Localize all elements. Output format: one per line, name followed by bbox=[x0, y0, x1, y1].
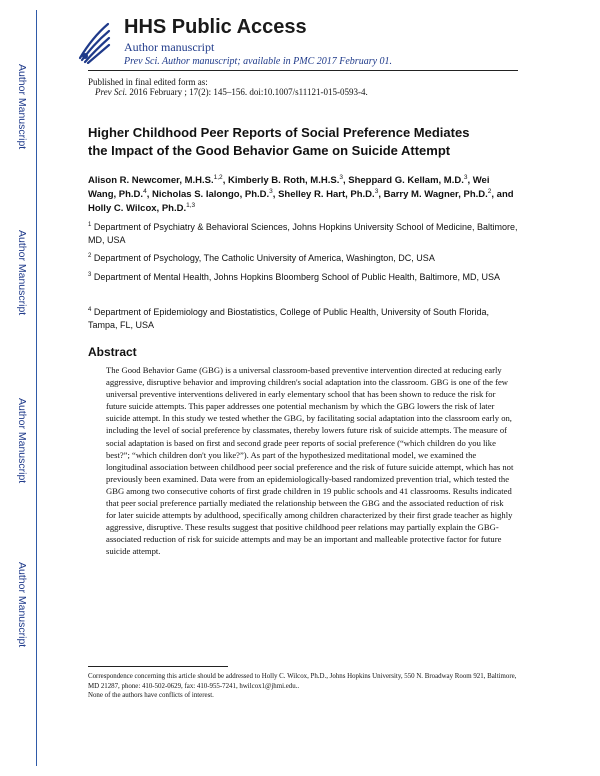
side-label-author-manuscript: Author Manuscript bbox=[16, 398, 28, 484]
affiliation bbox=[88, 221, 518, 246]
margin-rule bbox=[36, 10, 37, 766]
side-label-author-manuscript: Author Manuscript bbox=[16, 562, 28, 648]
published-label: Published in final edited form as: bbox=[88, 77, 208, 87]
article-title-line: Higher Childhood Peer Reports of Social Preference Mediates bbox=[88, 125, 470, 140]
author-name: and Holly C. Wilcox, Ph.D. bbox=[88, 189, 514, 214]
side-label-author-manuscript: Author Manuscript bbox=[16, 230, 28, 316]
affiliation-text: Department of Psychology, The Catholic University of America, Washington, DC, USA bbox=[91, 253, 435, 263]
conflict-note: None of the authors have conflicts of interest. bbox=[88, 692, 214, 700]
footnote-divider bbox=[88, 666, 228, 667]
affiliation-number: 4 bbox=[88, 307, 92, 313]
author-name: Sheppard G. Kellam, M.D. bbox=[348, 175, 464, 186]
author-affiliation-ref: 1,3 bbox=[186, 201, 196, 209]
manuscript-type: Author manuscript bbox=[124, 40, 215, 54]
affiliation bbox=[88, 271, 518, 284]
header-divider bbox=[88, 70, 518, 71]
author-name: Barry M. Wagner, Ph.D. bbox=[383, 189, 488, 200]
affiliation-text: Department of Mental Health, Johns Hopkins Bloomberg School of Public Health, Baltimore, MD, USA bbox=[91, 272, 501, 282]
correspondence-note: Correspondence concerning this article should be addressed to Holly C. Wilcox, Ph.D., Johns Hopkins University, 550 N. Broadway Room 921, Baltimore, MD 21287, phone: 410-502-0629, fax: 410-955-7241, hwilcox1@jhmi.edu.. bbox=[88, 673, 517, 690]
abstract-heading: Abstract bbox=[88, 345, 137, 359]
author-affiliation-ref: 1,2 bbox=[213, 173, 223, 181]
author-name: Wei Wang, Ph.D. bbox=[88, 175, 490, 200]
affiliation-number: 3 bbox=[88, 272, 92, 278]
footnotes bbox=[88, 672, 518, 701]
author-affiliation-ref: 3 bbox=[269, 187, 273, 195]
author-affiliation-ref: 2 bbox=[487, 187, 492, 195]
article-title-line: the Impact of the Good Behavior Game on Suicide Attempt bbox=[88, 143, 451, 158]
availability-line: Prev Sci. Author manuscript; available in PMC 2017 February 01. bbox=[124, 56, 393, 67]
side-label-author-manuscript: Author Manuscript bbox=[16, 64, 28, 150]
article-title bbox=[88, 124, 518, 160]
affiliation-number: 1 bbox=[88, 222, 92, 228]
affiliation-text: Department of Epidemiology and Biostatistics, College of Public Health, University of South Florida, Tampa, FL, USA bbox=[88, 307, 490, 330]
affiliation-number: 2 bbox=[88, 253, 92, 259]
author-affiliation-ref: 4 bbox=[143, 187, 147, 195]
citation-details: 2016 February ; 17(2): 145–156. doi:10.1007/s11121-015-0593-4. bbox=[127, 87, 368, 97]
hhs-eagle-logo-icon bbox=[76, 18, 112, 64]
author-affiliation-ref: 3 bbox=[339, 173, 343, 181]
author-name: Alison R. Newcomer, M.H.S. bbox=[88, 175, 214, 186]
author-name: Shelley R. Hart, Ph.D. bbox=[278, 189, 375, 200]
author-list: Alison R. Newcomer, M.H.S.$^{1,2}$, Kimberly B. Roth, M.H.S.$^3$, Sheppard G. Kellam, M.D.$^3$, Wei Wang, Ph.D.$^4$, Nicholas S. Ialongo, Ph.D.$^3$, Shelley R. Hart, Ph.D.$^3$, Barry M. Wagner, Ph.D.$^2$, and Holly C. Wilcox, Ph.D.$^{1,3}$ bbox=[88, 173, 514, 214]
citation bbox=[95, 87, 368, 97]
affiliation bbox=[88, 306, 518, 331]
citation-journal: Prev Sci. bbox=[95, 87, 128, 97]
author-name: Kimberly B. Roth, M.H.S. bbox=[227, 175, 340, 186]
author-name: Nicholas S. Ialongo, Ph.D. bbox=[151, 189, 270, 200]
abstract-body: The Good Behavior Game (GBG) is a universal classroom-based preventive intervention directed at reducing early aggressive, disruptive behavior and improving children's social adaptation into the classroom. GBG is one of the few universal preventive interventions delivered in early elementary school that has been shown to reduce the risk for future suicide attempts. This paper addresses one potential mechanism by which the GBG lowers the risk of later suicide attempt. In this study we tested whether the GBG, by facilitating social adaptation into the classroom early on, including the level of social preference by classmates, thereby lowers future risk of suicide attempts. The measure of social adaptation is based on first and second grade peer reports of social preference (“which children do you like best?”; “which children don't you like?”). As part of the hypothesized meditational model, we examined the longitudinal association between childhood peer social preference and the risk of future suicide attempt, which has not previously been examined. Data were from an epidemiologically-based randomized prevention trial, which tested the GBG among two consecutive cohorts of first grade children in 19 public schools and 41 classrooms. Results indicated that peer social preference partially mediated the relationship between the GBG and the associated reduction of risk for later suicide attempts by adulthood, specifically among children characterized by their first grade teacher as highly aggressive, disruptive. These results suggest that positive childhood peer relations may partially explain the GBG-associated reduction of risk for suicide attempts and may be an important and malleable protective factor for future suicide attempt. bbox=[106, 365, 514, 557]
affiliation-text: Department of Psychiatry & Behavioral Sciences, Johns Hopkins University School of Medicine, Baltimore, MD, USA bbox=[88, 222, 518, 245]
author-affiliation-ref: 3 bbox=[374, 187, 379, 195]
author-affiliation-ref: 3 bbox=[463, 173, 468, 181]
repository-title: HHS Public Access bbox=[124, 16, 307, 38]
affiliation bbox=[88, 252, 518, 265]
